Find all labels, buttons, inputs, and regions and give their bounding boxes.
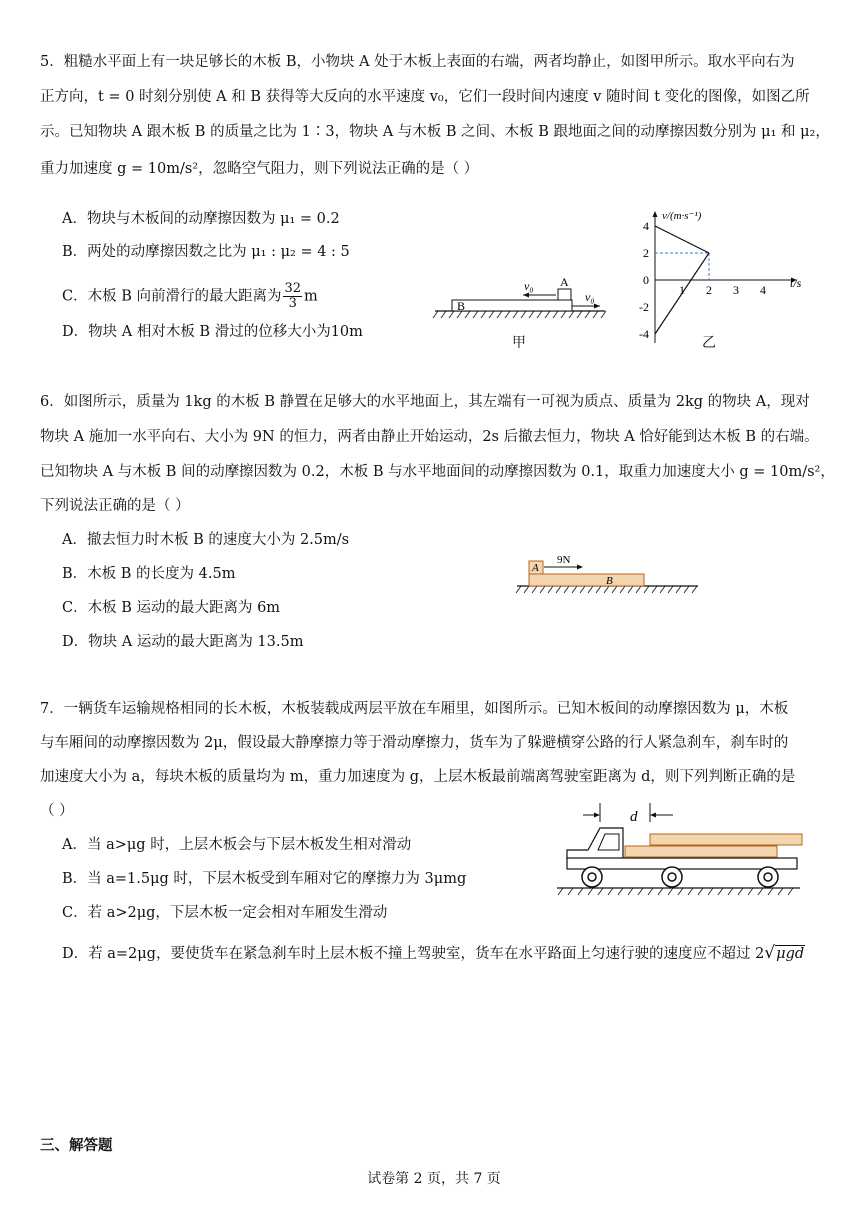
q5-option-b[interactable]: B．两处的动摩擦因数之比为 μ₁ : μ₂ = 4 : 5 — [62, 244, 350, 260]
q7-line-1: 7．一辆货车运输规格相同的长木板，木板装载成两层平放在车厢里，如图所示。已知木板间的动摩擦因数为 μ，木板 — [40, 701, 789, 717]
label-b: B — [606, 575, 613, 587]
force-label: 9N — [557, 554, 571, 566]
page-footer: 试卷第 2 页，共 7 页 — [367, 1171, 501, 1187]
q5-line-2: 正方向，t = 0 时刻分别使 A 和 B 获得等大反向的水平速度 v₀，它们一段时间内速度 v 随时间 t 变化的图像，如图乙所 — [40, 89, 810, 105]
y-axis-label: v/(m·s⁻¹) — [662, 210, 702, 222]
label-b: B — [457, 299, 466, 313]
q7-truck-figure — [555, 800, 815, 900]
y-tick-label: -4 — [639, 327, 649, 341]
q7-line-3: 加速度大小为 a，每块木板的质量均为 m，重力加速度为 g，上层木板最前端离驾驶室距离为 d，则下列判断正确的是 — [40, 769, 796, 785]
block-a — [558, 289, 571, 300]
x-axis-label: t/s — [790, 276, 802, 290]
q7-option-d-text: D．若 a=2μg，要使货车在紧急刹车时上层木板不撞上驾驶室，货车在水平路面上匀速行驶的速度应不超过 2 — [62, 946, 765, 962]
lower-board — [625, 846, 777, 857]
q7-line-2: 与车厢间的动摩擦因数为 2μ，假设最大静摩擦力等于滑动摩擦力，货车为了躲避横穿公路的行人紧急刹车，刹车时的 — [40, 735, 789, 751]
q5-line-4: 重力加速度 g = 10m/s²，忽略空气阻力，则下列说法正确的是（ ） — [40, 161, 479, 177]
fig-yi-caption: 乙 — [702, 335, 716, 351]
q5-line-1: 5．粗糙水平面上有一块足够长的木板 B，小物块 A 处于木板上表面的右端，两者均静止，如图甲所示。取水平向右为 — [40, 54, 795, 70]
v0-right-label: v₀ — [585, 290, 595, 304]
q6-line-2: 物块 A 施加一水平向右、大小为 9N 的恒力，两者由静止开始运动，2s 后撤去恒力，物块 A 恰好能到达木板 B 的右端。 — [40, 429, 819, 445]
q5-line-3: 示。已知物块 A 跟木板 B 的质量之比为 1∶3，物块 A 与木板 B 之间、木板 B 跟地面之间的动摩擦因数分别为 μ₁ 和 μ₂， — [40, 124, 830, 140]
y-tick-label: 2 — [643, 246, 649, 260]
q5-option-a[interactable]: A．物块与木板间的动摩擦因数为 μ₁ = 0.2 — [62, 211, 340, 227]
q6-option-c[interactable]: C．木板 B 运动的最大距离为 6m — [62, 600, 281, 616]
truck-chassis — [567, 858, 797, 869]
q7-option-d[interactable] — [62, 941, 805, 966]
q5-figure-yi-vt-graph — [630, 205, 820, 355]
vt-series-line-2 — [655, 253, 709, 334]
x-tick-label: 1 — [679, 283, 685, 297]
q6-option-a[interactable]: A．撤去恒力时木板 B 的速度大小为 2.5m/s — [62, 532, 350, 548]
q7-option-d-sqrt: μgd — [776, 946, 805, 962]
q6-option-b[interactable]: B．木板 B 的长度为 4.5m — [62, 566, 236, 582]
board-b — [452, 300, 572, 311]
y-tick-label: 0 — [643, 273, 649, 287]
q5-option-d[interactable]: D．物块 A 相对木板 B 滑过的位移大小为10m — [62, 324, 363, 340]
board-b — [529, 574, 644, 586]
label-a: A — [532, 562, 539, 574]
q5-option-c-text: C．木板 B 向前滑行的最大距离为 — [62, 288, 282, 305]
x-tick-label: 2 — [706, 283, 712, 297]
fig-jia-caption: 甲 — [512, 335, 526, 351]
x-tick-label: 3 — [733, 283, 739, 297]
vt-series-line-1 — [655, 226, 709, 253]
q5-option-c-fraction — [283, 282, 302, 311]
y-tick-label: -2 — [639, 300, 649, 314]
section-title: 三、解答题 — [40, 1138, 113, 1154]
q7-option-a[interactable]: A．当 a>μg 时，上层木板会与下层木板发生相对滑动 — [62, 837, 412, 853]
q5-option-c-unit: m — [304, 288, 318, 305]
q5-option-c[interactable] — [62, 282, 318, 311]
q7-option-c[interactable]: C．若 a>2μg，下层木板一定会相对车厢发生滑动 — [62, 905, 388, 921]
wheels — [582, 867, 778, 887]
x-tick-label: 4 — [760, 283, 766, 297]
fraction-denominator: 3 — [288, 296, 297, 311]
q7-line-4: （ ） — [40, 803, 74, 819]
q6-line-1: 6．如图所示，质量为 1kg 的木板 B 静置在足够大的水平地面上，其左端有一可视为质点、质量为 2kg 的物块 A，现对 — [40, 394, 810, 410]
label-a: A — [560, 275, 569, 289]
q6-option-d[interactable]: D．物块 A 运动的最大距离为 13.5m — [62, 634, 304, 650]
q6-line-3: 已知物块 A 与木板 B 间的动摩擦因数为 0.2，木板 B 与水平地面间的动摩擦因数为 0.1，取重力加速度大小 g = 10m/s²， — [40, 464, 835, 480]
y-tick-label: 4 — [643, 219, 649, 233]
q6-line-4: 下列说法正确的是（ ） — [40, 498, 190, 514]
q7-option-b[interactable]: B．当 a=1.5μg 时，下层木板受到车厢对它的摩擦力为 3μmg — [62, 871, 467, 887]
sqrt-sign: √ — [764, 943, 776, 963]
d-label: d — [630, 809, 638, 825]
v0-left-label: v₀ — [524, 279, 534, 293]
q6-figure — [515, 552, 700, 602]
upper-board — [650, 834, 802, 845]
fraction-numerator: 32 — [284, 281, 302, 296]
